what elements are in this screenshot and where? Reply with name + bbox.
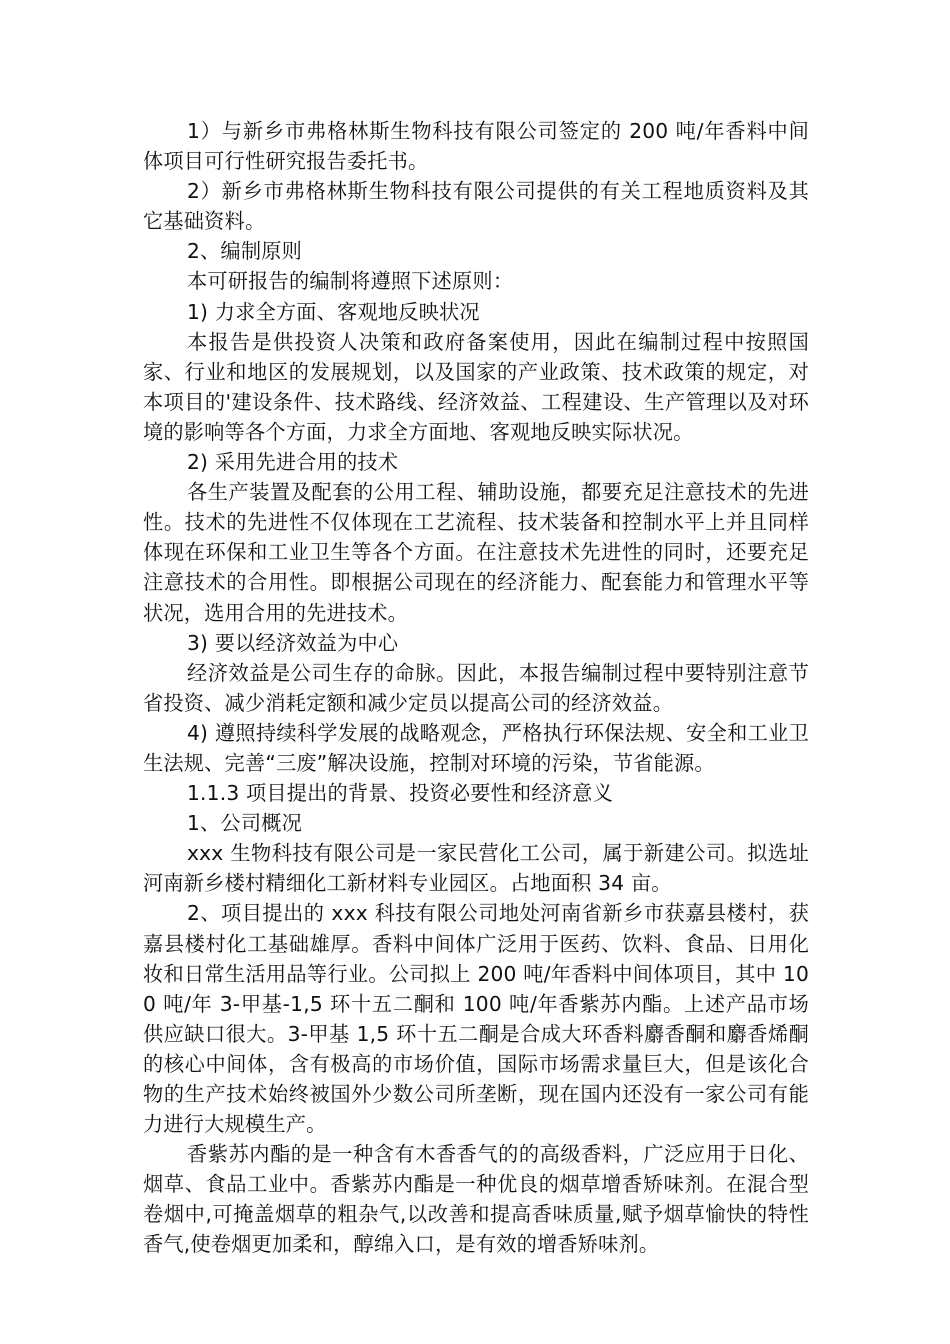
subheading-principle-2: 2) 采用先进合用的技术 bbox=[187, 450, 399, 475]
subheading-principle-3: 3) 要以经济效益为中心 bbox=[187, 630, 399, 655]
paragraph-company-overview: xxx 生物科技有限公司是一家民营化工公司，属于新建公司。拟选址河南新乡楼村精细化工新材料专业园区。占地面积 34 亩。 bbox=[143, 841, 809, 896]
heading-compilation-principles: 2、编制原则 bbox=[187, 239, 302, 264]
paragraph-commission-letter: 1）与新乡市弗格林斯生物科技有限公司签定的 200 吨/年香料中间体项目可行性研究报告委托书。 bbox=[143, 119, 809, 174]
paragraph-principle-4: 4) 遵照持续科学发展的战略观念，严格执行环保法规、安全和工业卫生法规、完善“三废”解决设施，控制对环境的污染，节省能源。 bbox=[143, 720, 809, 775]
paragraph-principle-3: 经济效益是公司生存的命脉。因此，本报告编制过程中要特别注意节省投资、减少消耗定额和减少定员以提高公司的经济效益。 bbox=[143, 660, 809, 715]
paragraph-principle-1: 本报告是供投资人决策和政府备案使用，因此在编制过程中按照国家、行业和地区的发展规划，以及国家的产业政策、技术政策的规定，对本项目的'建设条件、技术路线、经济效益、工程建设、生产管理以及对环境的影响等各个方面，力求全方面地、客观地反映实际状况。 bbox=[143, 329, 809, 444]
subheading-principle-1: 1) 力求全方面、客观地反映状况 bbox=[187, 299, 480, 324]
heading-company-overview: 1、公司概况 bbox=[187, 811, 302, 836]
heading-section-1-1-3: 1.1.3 项目提出的背景、投资必要性和经济意义 bbox=[187, 781, 613, 806]
paragraph-principles-intro: 本可研报告的编制将遵照下述原则： bbox=[187, 269, 514, 294]
document-body bbox=[143, 116, 809, 1260]
paragraph-sclareolide: 香紫苏内酯的是一种含有木香香气的的高级香料，广泛应用于日化、烟草、食品工业中。香紫苏内酯是一种优良的烟草增香矫味剂。在混合型卷烟中,可掩盖烟草的粗杂气,以改善和提高香味质量,赋予烟草愉快的特性香气,使卷烟更加柔和，醇绵入口，是有效的增香矫味剂。 bbox=[143, 1142, 809, 1257]
paragraph-principle-2: 各生产装置及配套的公用工程、辅助设施，都要充足注意技术的先进性。技术的先进性不仅体现在工艺流程、技术装备和控制水平上并且同样体现在环保和工业卫生等各个方面。在注意技术先进性的同时，还要充足注意技术的合用性。即根据公司现在的经济能力、配套能力和管理水平等状况，选用合用的先进技术。 bbox=[143, 480, 809, 625]
paragraph-project-background: 2、项目提出的 xxx 科技有限公司地处河南省新乡市获嘉县楼村，获嘉县楼村化工基础雄厚。香料中间体广泛用于医药、饮料、食品、日用化妆和日常生活用品等行业。公司拟上 200 吨/年香料中间体项目，其中 100 吨/年 3-甲基-1,5 环十五二酮和 100 吨/年香紫苏内酯。上述产品市场供应缺口很大。3-甲基 1,5 环十五二酮是合成大环香料麝香酮和麝香烯酮的核心中间体，含有极高的市场价值，国际市场需求量巨大，但是该化合物的生产技术始终被国外少数公司所垄断，现在国内还没有一家公司有能力进行大规模生产。 bbox=[143, 901, 809, 1137]
paragraph-geology-data: 2）新乡市弗格林斯生物科技有限公司提供的有关工程地质资料及其它基础资料。 bbox=[143, 179, 809, 234]
